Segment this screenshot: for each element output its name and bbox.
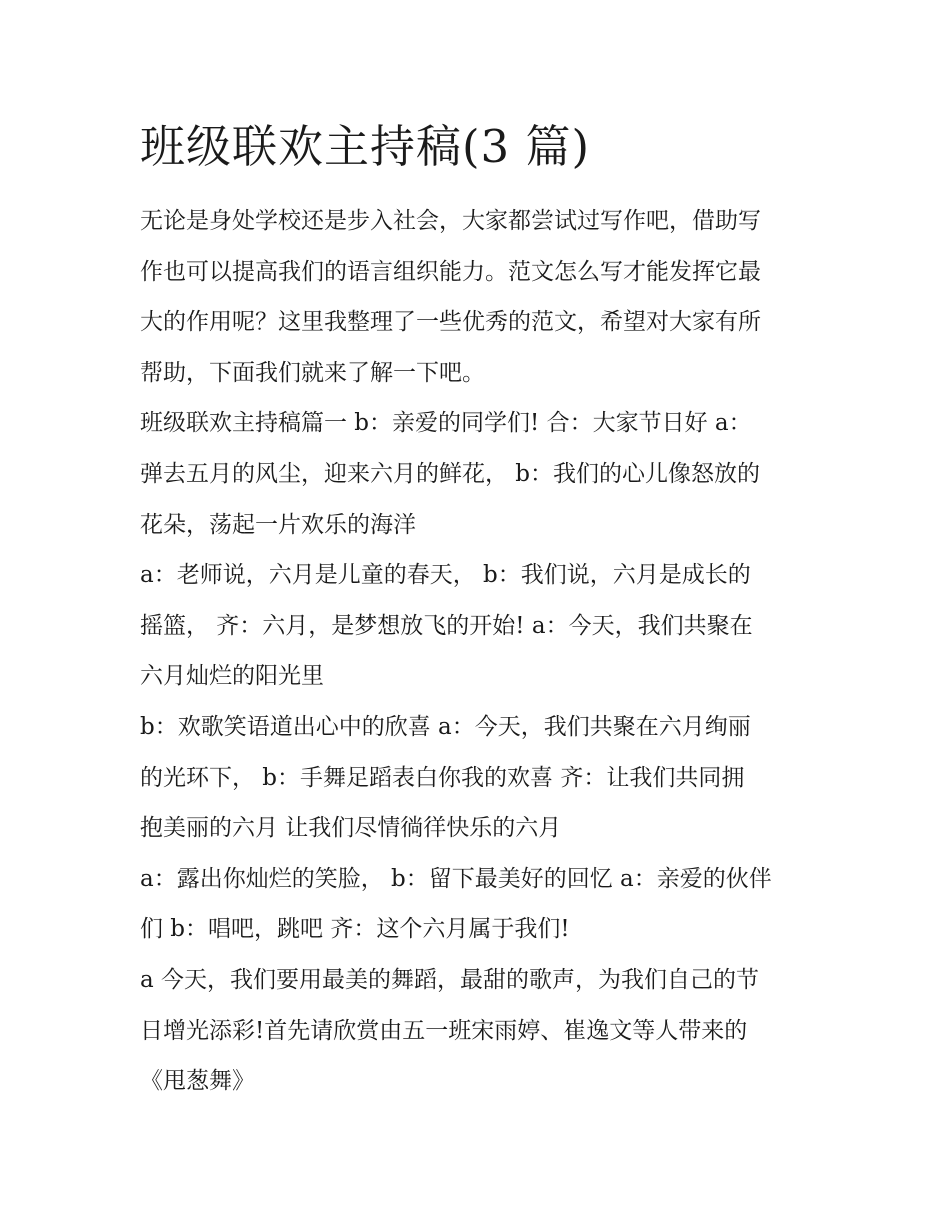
body-line: 作也可以提高我们的语言组织能力。范文怎么写才能发挥它最	[140, 258, 761, 285]
body-line: 日增光添彩!首先请欣赏由五一班宋雨婷、崔逸文等人带来的	[140, 1017, 748, 1044]
body-line: 们 b：唱吧，跳吧 齐：这个六月属于我们!	[140, 916, 570, 943]
body-line: 花朵，荡起一片欢乐的海洋	[140, 511, 416, 538]
body-line: a：露出你灿烂的笑脸， b：留下最美好的回忆 a：亲爱的伙伴	[140, 865, 772, 892]
body-line: 六月灿烂的阳光里	[140, 663, 324, 690]
document-page	[140, 112, 820, 1107]
body-line: 摇篮， 齐：六月，是梦想放飞的开始! a：今天，我们共聚在	[140, 612, 753, 639]
body-line: a 今天，我们要用最美的舞蹈，最甜的歌声，为我们自己的节	[140, 966, 760, 993]
document-title: 班级联欢主持稿(3 篇)	[140, 120, 591, 173]
body-line: 的光环下， b：手舞足蹈表白你我的欢喜 齐：让我们共同拥	[140, 764, 745, 791]
document-body	[140, 196, 820, 1107]
body-line: 无论是身处学校还是步入社会，大家都尝试过写作吧，借助写	[140, 208, 761, 234]
body-line: 弹去五月的风尘，迎来六月的鲜花， b：我们的心儿像怒放的	[140, 460, 761, 487]
body-line: 帮助，下面我们就来了解一下吧。	[140, 359, 485, 386]
body-line: 抱美丽的六月 让我们尽情徜徉快乐的六月	[140, 815, 562, 842]
body-line: 《甩葱舞》	[140, 1068, 255, 1095]
body-line: a：老师说，六月是儿童的春天， b：我们说，六月是成长的	[140, 562, 751, 589]
body-line: 班级联欢主持稿篇一 b：亲爱的同学们! 合：大家节日好 a：	[140, 410, 752, 437]
body-line: b：欢歌笑语道出心中的欣喜 a：今天，我们共聚在六月绚丽	[140, 713, 751, 740]
body-line: 大的作用呢？这里我整理了一些优秀的范文，希望对大家有所	[140, 309, 761, 336]
